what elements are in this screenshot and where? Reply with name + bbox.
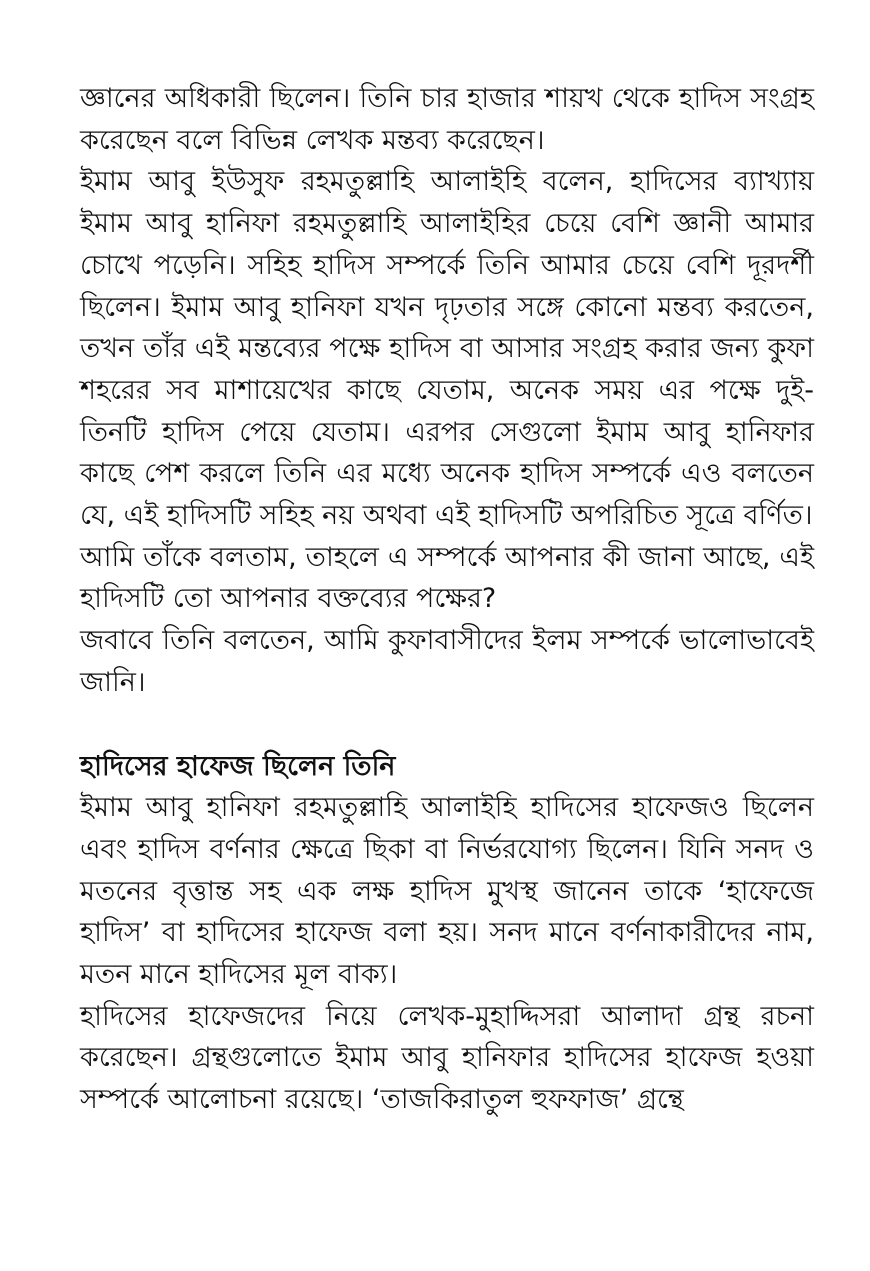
paragraph-answer: জবাবে তিনি বলতেন, আমি কুফাবাসীদের ইলম সম্পর্কে ভালোভাবেই জানি। [80,625,814,698]
paragraph-question: আমি তাঁকে বলতাম, তাহলে এ সম্পর্কে আপনার কী জানা আছে, এই হাদিসটি তো আপনার বক্তব্যের পক্ষের? [80,541,814,615]
paragraph-hafez-definition: ইমাম আবু হানিফা রহমতুল্লাহি আলাইহি হাদিসের হাফেজও ছিলেন এবং হাদিস বর্ণনার ক্ষেত্রে ছিকা বা নির্ভরযোগ্য ছিলেন। যিনি সনদ ও মতনের বৃত্তান্ত সহ এক লক্ষ হাদিস মুখস্থ জানেন তাকে ‘হাফেজে হাদিস’ বা হাদিসের হাফেজ বলা হয়। সনদ মানে বর্ণনাকারীদের নাম, মতন মানে হাদিসের মূল বাক্য। [80,792,814,991]
book-page [80,78,814,1121]
section-heading: হাদিসের হাফেজ ছিলেন তিনি [80,750,396,782]
paragraph-abu-yusuf-quote: ইমাম আবু ইউসুফ রহমতুল্লাহি আলাইহি বলেন, হাদিসের ব্যাখ্যায় ইমাম আবু হানিফা রহমতুল্লাহি আলাইহির চেয়ে বেশি জ্ঞানী আমার চোখে পড়েনি। সহিহ হাদিস সম্পর্কে তিনি আমার চেয়ে বেশি দূরদর্শী ছিলেন। ইমাম আবু হানিফা যখন দৃঢ়তার সঙ্গে কোনো মন্তব্য করতেন, তখন তাঁর এই মন্তব্যের পক্ষে হাদিস বা আসার সংগ্রহ করার জন্য কুফা শহরের সব মাশায়েখের কাছে যেতাম, অনেক সময় এর পক্ষে দুই-তিনটি হাদিস পেয়ে যেতাম। এরপর সেগুলো ইমাম আবু হানিফার কাছে পেশ করলে তিনি এর মধ্যে অনেক হাদিস সম্পর্কে এও বলতেন যে, এই হাদিসটি সহিহ নয় অথবা এই হাদিসটি অপরিচিত সূত্রে বর্ণিত। [80,166,814,532]
paragraph-scholar-knowledge: জ্ঞানের অধিকারী ছিলেন। তিনি চার হাজার শায়খ থেকে হাদিস সংগ্রহ করেছেন বলে বিভিন্ন লেখক মন্তব্য করেছেন। [80,83,814,156]
paragraph-hafez-books: হাদিসের হাফেজদের নিয়ে লেখক-মুহাদ্দিসরা আলাদা গ্রন্থ রচনা করেছেন। গ্রন্থগুলোতে ইমাম আবু হানিফার হাদিসের হাফেজ হওয়া সম্পর্কে আলোচনা রয়েছে। ‘তাজকিরাতুল হুফফাজ’ গ্রন্থে [80,1000,814,1116]
